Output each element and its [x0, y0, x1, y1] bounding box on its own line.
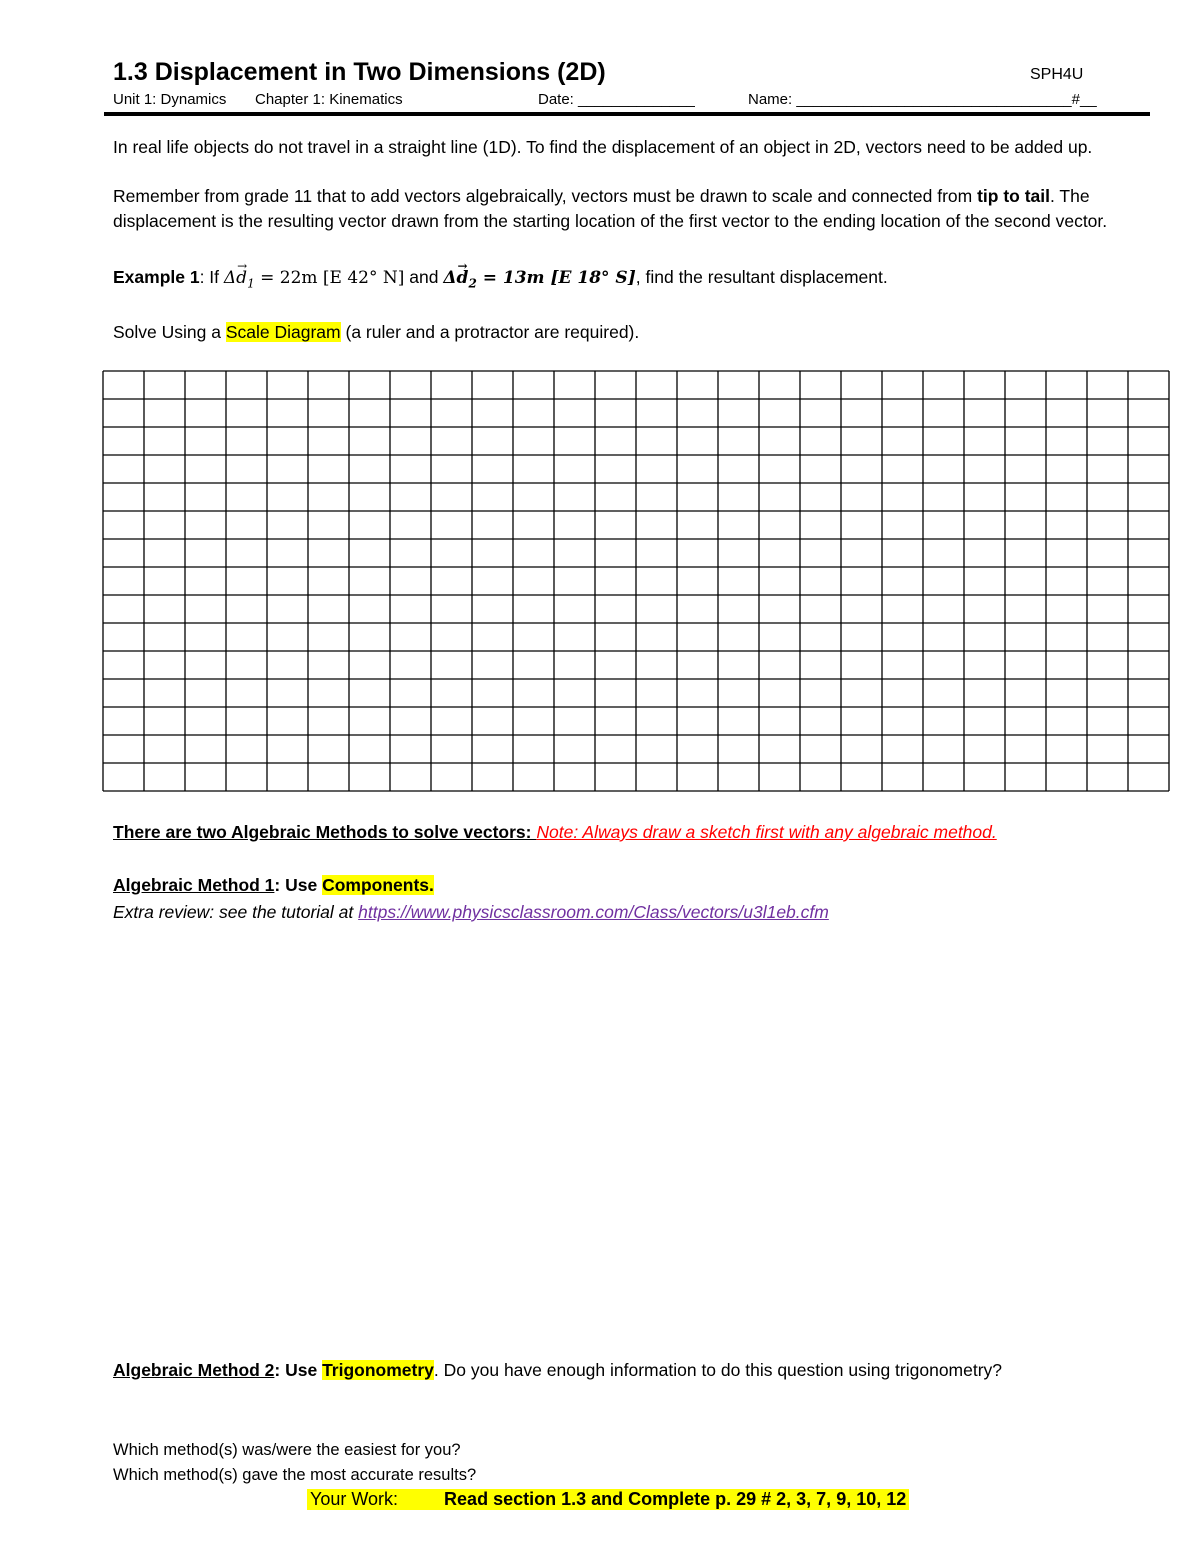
page-title: 1.3 Displacement in Two Dimensions (2D): [113, 58, 606, 86]
question-1: Which method(s) was/were the easiest for you?: [113, 1441, 461, 1459]
tip-to-tail: tip to tail: [977, 186, 1050, 206]
vector-d2: $\Delta d \to_2 = 13m$ [E 18° S]: [443, 268, 635, 288]
tutorial-link[interactable]: https://www.physicsclassroom.com/Class/vectors/u3l1eb.cfm: [358, 902, 829, 922]
intro-text-end: . The: [1050, 186, 1090, 206]
question-2: Which method(s) gave the most accurate results?: [113, 1466, 477, 1484]
unit-label: Unit 1: Dynamics: [113, 91, 227, 108]
method-2-heading: Algebraic Method 2: Use Trigonometry. Do you have enough information to do this question using trigonometry?: [113, 1360, 1003, 1380]
example-and: and: [404, 267, 444, 287]
name-field: Name: _________________________________#__: [748, 91, 1097, 108]
course-code: SPH4U: [1030, 66, 1084, 83]
intro-paragraph-3: displacement is the resulting vector drawn from the starting location of the first vector to the ending location of the second vector.: [113, 211, 1108, 231]
method-1-heading: Algebraic Method 1: Use Components.: [113, 875, 434, 895]
your-work-text: Read section 1.3 and Complete p. 29 # 2, 3, 7, 9, 10, 12: [444, 1489, 907, 1509]
your-work-label: Your Work:: [310, 1489, 399, 1509]
your-work: [307, 1489, 909, 1510]
example-label: Example 1: [113, 267, 200, 287]
intro-paragraph-2: [113, 184, 1090, 209]
method-1-review: Extra review: see the tutorial at https://www.physicsclassroom.com/Class/vectors/u3l1eb.cfm: [113, 902, 829, 922]
intro-text: Remember from grade 11 that to add vectors algebraically, vectors must be drawn to scale and connected from: [113, 186, 978, 206]
header-rule: [104, 112, 1150, 116]
example-1: [113, 265, 888, 296]
date-field: Date: ______________: [538, 91, 695, 108]
methods-intro: There are two Algebraic Methods to solve vectors: Note: Always draw a sketch first with any algebraic method.: [113, 822, 997, 842]
note-text: Note: Always draw a sketch first with any algebraic method.: [536, 822, 997, 842]
chapter-label: Chapter 1: Kinematics: [255, 91, 403, 108]
graph-grid: [102, 370, 1170, 792]
vector-d1: $\Delta d \to_1 = 22m$ [E 42° N]: [224, 268, 405, 288]
example-if: : If: [199, 267, 224, 287]
intro-paragraph-1: In real life objects do not travel in a straight line (1D). To find the displacement of an object in 2D, vectors need to be added up.: [113, 137, 1093, 157]
scale-diagram-instruction: Solve Using a Scale Diagram (a ruler and a protractor are required).: [113, 322, 640, 342]
scale-diagram-highlight: Scale Diagram: [225, 322, 341, 342]
example-end: , find the resultant displacement.: [635, 267, 888, 287]
